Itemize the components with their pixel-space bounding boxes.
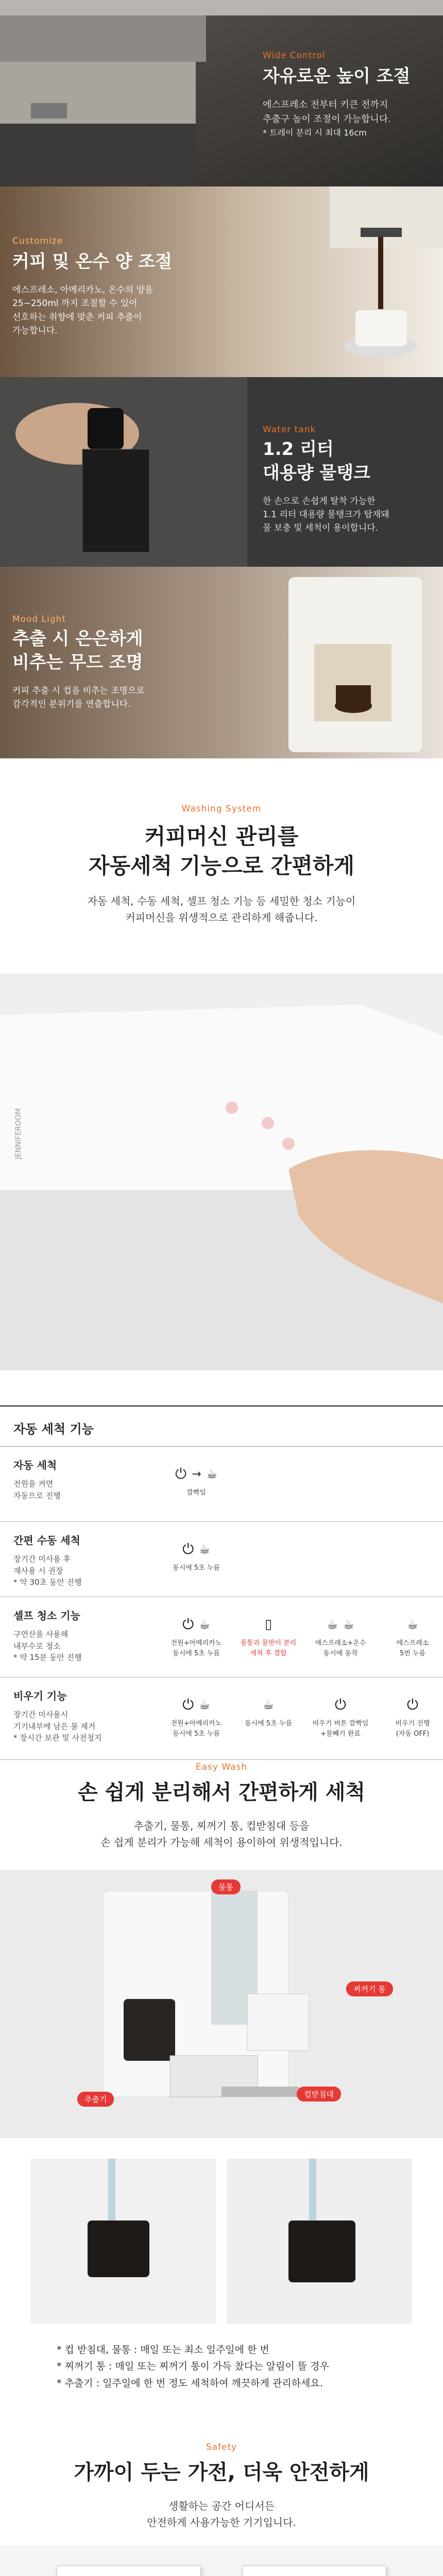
label-extractor: 추출기: [77, 2092, 114, 2107]
step: [381, 1611, 443, 1658]
row-desc: 장기간 미사용시 기기내부에 남은 물 제거 * 장시간 보관 및 사전청지: [13, 1710, 102, 1742]
step-caption: 전원+아메리카노 동시에 5초 누름: [171, 1720, 222, 1738]
power-icon: ⏻: [182, 1696, 194, 1713]
table-row: [0, 1597, 443, 1677]
section-title: 자동세척 기능으로 간편하게: [88, 853, 355, 878]
panel-desc: 1.1 리터 대용량 물탱크가 탑재돼: [263, 510, 389, 520]
label-tank: 물통: [211, 1879, 241, 1894]
power-icon: ⏻: [175, 1465, 187, 1482]
brand-text: JENNIFEROOM: [14, 1108, 23, 1159]
section-desc: 안전하게 사용가능한 기기입니다.: [147, 2516, 296, 2529]
parts-photo: [0, 1870, 443, 2138]
cup-icon: ☕: [263, 1698, 274, 1712]
label-waste: 찌꺼기 통: [346, 1981, 393, 1996]
step: ⏻ → ☕ 깜빡임: [165, 1460, 228, 1498]
step: [381, 1691, 443, 1739]
step-caption: 물통과 물받이 분리 세척 후 결합: [240, 1639, 297, 1657]
eyebrow: Water tank: [263, 425, 316, 435]
step: [165, 1691, 228, 1739]
eyebrow: Wide Control: [263, 50, 326, 61]
step: [309, 1611, 372, 1658]
panel-title: 비추는 무드 조명: [12, 652, 143, 673]
step-caption: 에스프레소 5번 누름: [396, 1639, 429, 1657]
easy-wash-header: [0, 1762, 443, 1851]
cup-icon: ☕: [199, 1617, 210, 1632]
cup-icon: ☕: [199, 1698, 210, 1712]
row-title: 자동 세척: [13, 1459, 57, 1471]
row-desc: 전원을 켜면 자동으로 진행: [13, 1479, 61, 1500]
step-caption: 동시에 5초 누름: [173, 1564, 220, 1572]
label-tray: 컵받침대: [297, 2087, 341, 2102]
cup-icon: ☕: [199, 1542, 210, 1556]
panel-desc: 에스프레소, 아메리카노, 온수의 양을: [12, 284, 154, 295]
cup-icon: ☕: [206, 1467, 218, 1481]
section-desc: 생활하는 공간 어디서든: [168, 2500, 275, 2512]
cup-icon: ☕: [343, 1617, 354, 1632]
section-tag: Safety: [206, 2442, 237, 2452]
wash-guide: [57, 2342, 407, 2392]
rinse-photos: [0, 2138, 443, 2329]
panel-desc: 물 보충 및 세척이 용이합니다.: [263, 523, 379, 534]
table-row: [0, 1677, 443, 1760]
step: [309, 1691, 372, 1739]
panel-customize: [0, 187, 443, 377]
touch-panel-photo: [0, 974, 443, 1370]
panel-desc: 커피 추출 시 컵을 비추는 조명으로: [12, 685, 145, 696]
power-icon: ⏻: [334, 1696, 347, 1713]
auto-wash-table: [0, 1405, 443, 1760]
panel-desc: 가능합니다.: [12, 325, 58, 336]
panel-note: * 트레이 분리 시 최대 16cm: [263, 127, 367, 138]
section-desc: 손 쉽게 분리가 가능해 세척이 용이하여 위생적입니다.: [100, 1836, 343, 1849]
water-tank-icon: ▯: [264, 1617, 272, 1632]
section-desc: 추출기, 물통, 찌꺼기 통, 컵받침대 등을: [133, 1820, 310, 1832]
panel-water-tank: [0, 377, 443, 567]
certificates-area: [0, 2545, 443, 2576]
section-title: 커피머신 관리를: [144, 824, 299, 849]
panel-desc: 선호하는 취향에 맞춘 커피 추출이: [12, 312, 142, 323]
guide-item: * 찌꺼기 통 : 매일 또는 찌꺼기 통이 가득 찼다는 알림이 뜰 경우: [57, 2361, 329, 2372]
step-caption: 비우기 버튼 깜빡임 +물빼기 완료: [312, 1720, 369, 1738]
step: [237, 1691, 300, 1739]
panel-desc: 추출구 높이 조절이 가능합니다.: [263, 113, 391, 125]
row-title: 비우기 기능: [13, 1690, 67, 1702]
panel-mood-light: [0, 567, 443, 758]
washing-section-header: [0, 804, 443, 926]
section-title: 손 쉽게 분리해서 간편하게 세척: [77, 1781, 366, 1804]
panel-title: 추출 시 은은하게: [12, 629, 143, 649]
step: [237, 1611, 300, 1658]
row-desc: 장기간 미사용 후 재사용 시 권장 * 약 30초 동안 진행: [13, 1554, 82, 1587]
step-caption: 에스프레소+온수 동시에 동작: [315, 1639, 366, 1657]
section-desc: 커피머신을 위생적으로 관리하게 해줍니다.: [125, 911, 318, 924]
step-caption: 비우기 진행 (자동 OFF): [395, 1720, 430, 1738]
step: [165, 1611, 228, 1658]
cup-icon: ☕: [407, 1617, 418, 1632]
step-caption: 깜빡임: [186, 1489, 206, 1497]
section-desc: 자동 세척, 수동 세척, 셀프 청소 기능 등 세밀한 청소 기능이: [87, 895, 356, 908]
step-caption: 동시에 5초 누름: [245, 1720, 292, 1727]
panel-title: 대용량 물탱크: [263, 462, 370, 483]
table-row: [0, 1522, 443, 1597]
row-title: 셀프 청소 기능: [13, 1609, 80, 1622]
panel-title: 자유로운 높이 조절: [263, 66, 411, 87]
eyebrow: Customize: [12, 236, 63, 246]
emc-certificate-image: [57, 2566, 201, 2576]
panel-title: 커피 및 온수 양 조절: [12, 251, 173, 272]
panel-title: 1.2 리터: [263, 439, 334, 460]
power-icon: ⏻: [182, 1540, 194, 1557]
safety-header: [0, 2442, 443, 2531]
panel-desc: 25~250ml 까지 조절할 수 있어: [12, 298, 138, 309]
guide-item: * 컵 받침대, 물통 : 매일 또는 최소 일주일에 한 번: [57, 2344, 269, 2355]
panel-desc: 한 손으로 손쉽게 탈착 가능한: [263, 496, 376, 506]
eyebrow: Mood Light: [12, 614, 66, 624]
table-header: 자동 세척 기능: [0, 1405, 443, 1447]
power-icon: ⏻: [182, 1616, 194, 1633]
panel-desc: 감각적인 분위기를 연출합니다.: [12, 699, 131, 710]
step-caption: 전원+아메리카노 동시에 5초 누름: [171, 1639, 222, 1657]
kc-certificate-image: [242, 2566, 386, 2576]
row-desc: 구연산을 사용해 내부수로 청소 * 약 15분 동안 진행: [13, 1630, 82, 1662]
step: [165, 1535, 228, 1573]
panel-desc: 에스프레소 전부터 키큰 전까지: [263, 99, 388, 110]
section-title: 가까이 두는 가전, 더욱 안전하게: [74, 2461, 369, 2484]
table-row: [0, 1447, 443, 1522]
section-tag: Washing System: [181, 804, 262, 814]
panel-height-control: [0, 0, 443, 187]
guide-item: * 추출기 : 일주일에 한 번 정도 세척하여 깨끗하게 관리하세요.: [57, 2377, 323, 2389]
row-title: 간편 수동 세척: [13, 1534, 80, 1547]
cup-icon: ☕: [327, 1617, 338, 1632]
power-icon: ⏻: [406, 1696, 419, 1713]
section-tag: Easy Wash: [195, 1762, 248, 1772]
